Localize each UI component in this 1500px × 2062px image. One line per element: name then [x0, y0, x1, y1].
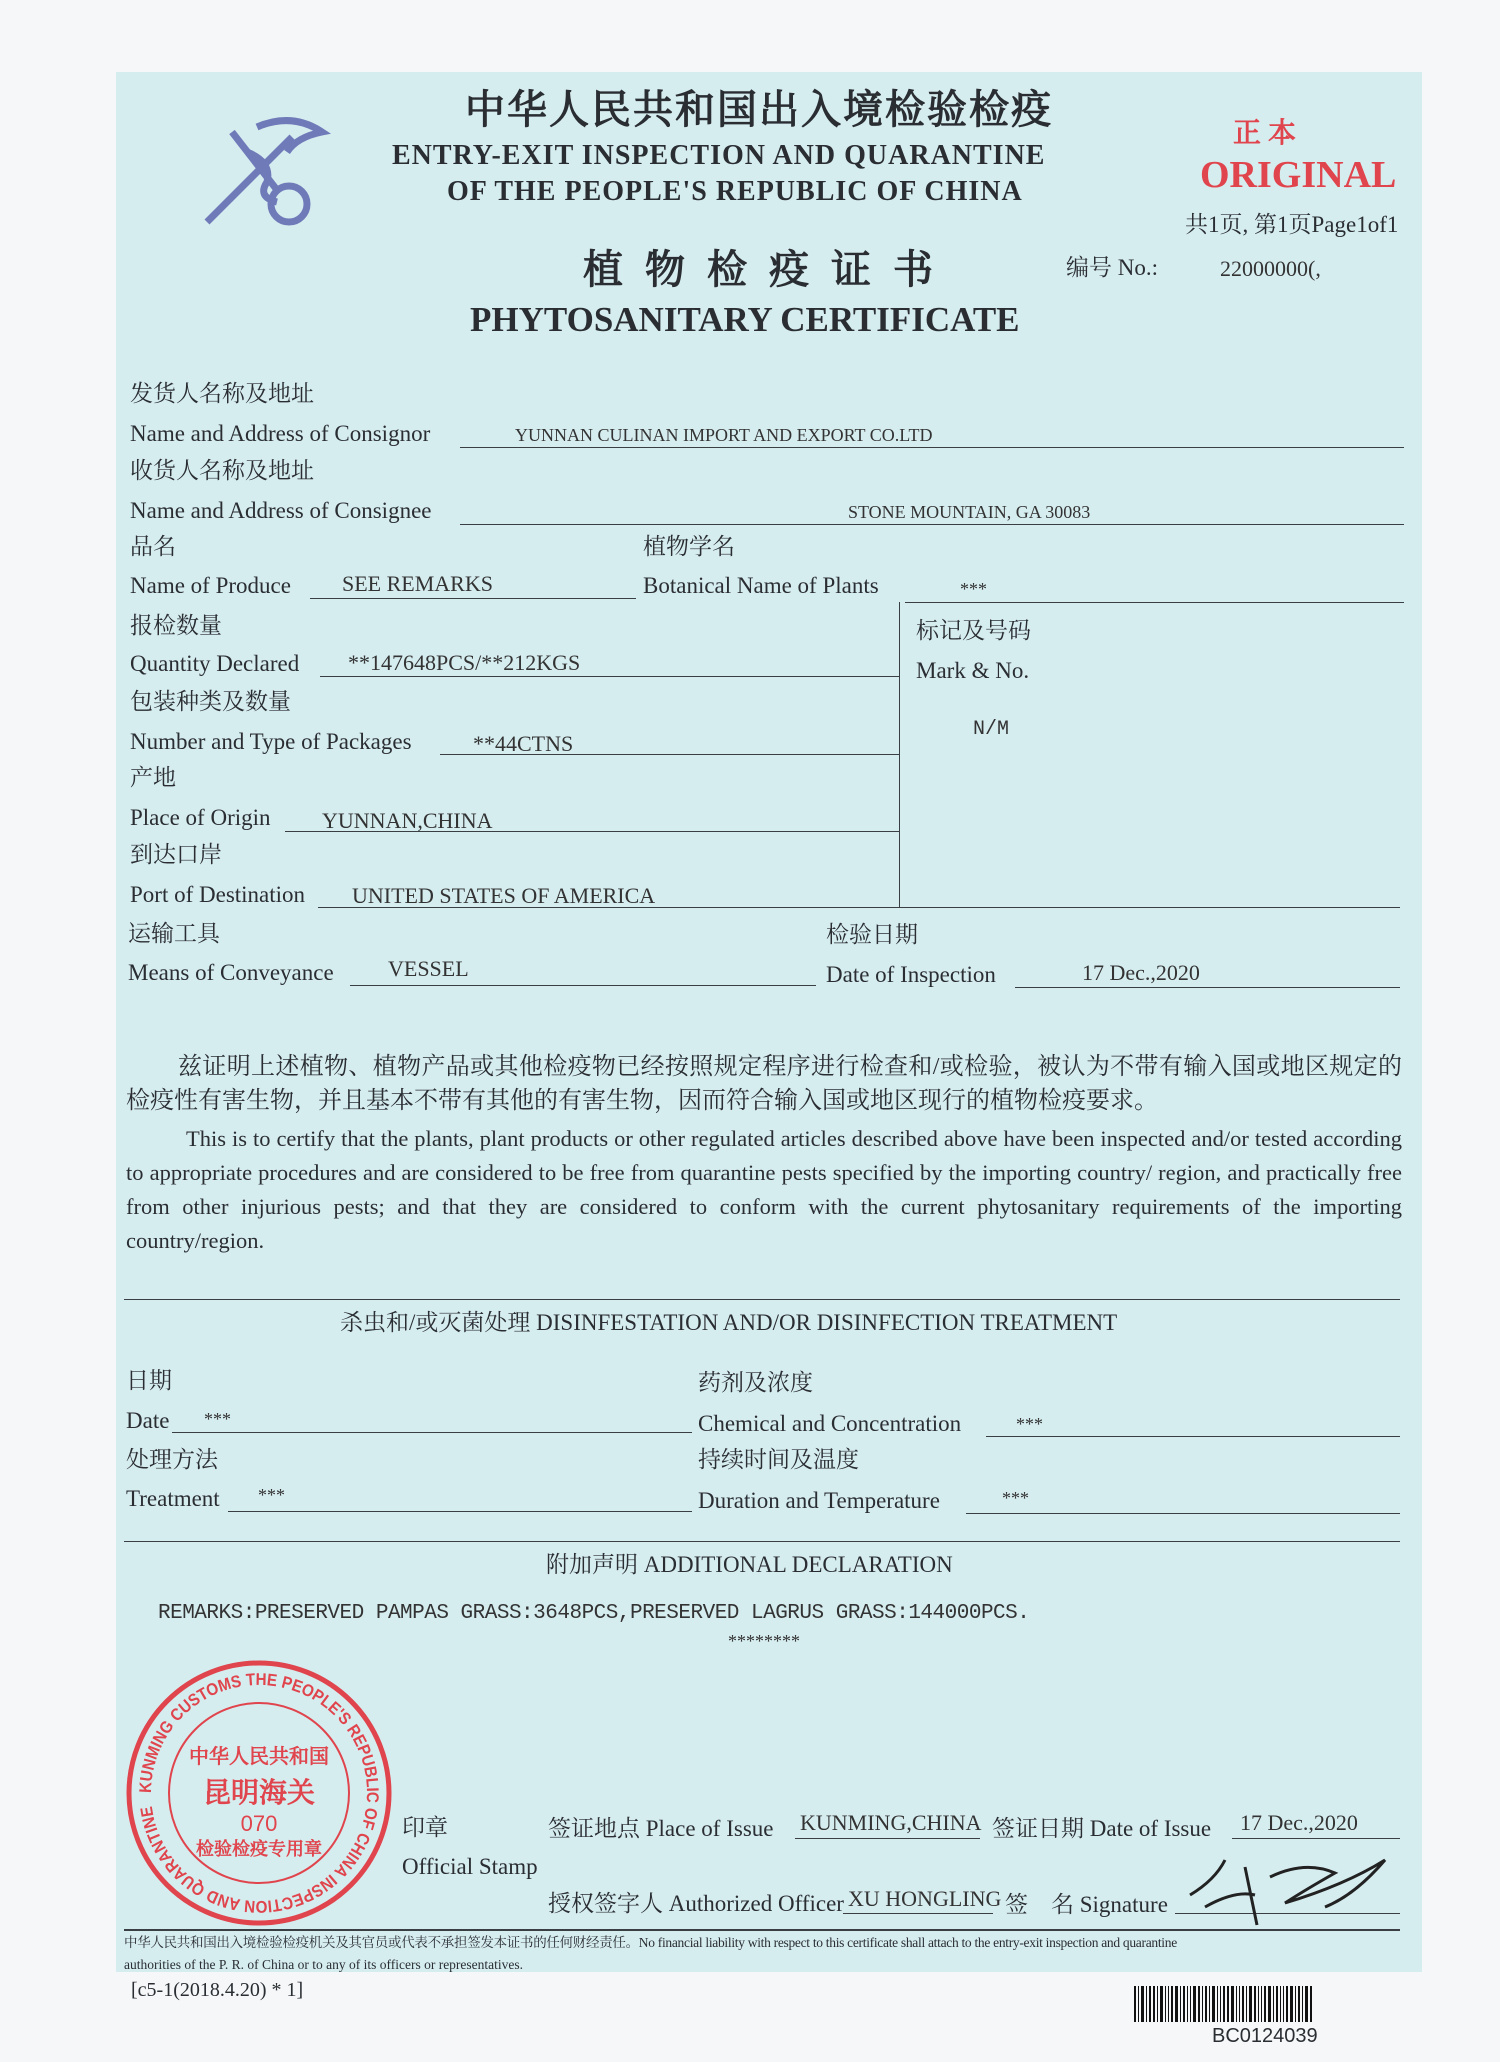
origin-value: YUNNAN,CHINA	[322, 808, 493, 833]
stamp-outer-text: KUNMING CUSTOMS THE PEOPLE'S REPUBLIC OF CHINA INSPECTION AND QUARANTINE	[135, 1669, 383, 1917]
barcode-bar	[1220, 1986, 1221, 2022]
duration-label: Duration and Temperature	[698, 1488, 940, 1513]
consignor-line	[460, 447, 1404, 448]
mark-value: N/M	[973, 718, 1010, 741]
inspection-label: Date of Inspection	[826, 962, 996, 987]
conveyance-value: VESSEL	[388, 956, 469, 981]
signature-label: 签 名 Signature	[1005, 1892, 1168, 1917]
title-en-2: OF THE PEOPLE'S REPUBLIC OF CHINA	[447, 176, 1023, 207]
barcode-bar	[1149, 1986, 1151, 2022]
consignee-value: STONE MOUNTAIN, GA 30083	[848, 502, 1091, 522]
barcode	[1134, 1986, 1399, 2022]
produce-cn: 品名	[130, 534, 176, 559]
barcode-bar	[1168, 1986, 1169, 2022]
barcode-bar	[1280, 1986, 1281, 2022]
barcode-bar	[1175, 1986, 1178, 2022]
original-cn: 正 本	[1233, 118, 1297, 149]
barcode-bar	[1273, 1986, 1274, 2022]
treatment-date-label: Date	[126, 1408, 170, 1433]
divider	[124, 1299, 1400, 1300]
origin-line	[285, 831, 899, 832]
packages-label: Number and Type of Packages	[130, 729, 412, 754]
botanical-value: ***	[960, 579, 987, 599]
disclaimer-line-2: authorities of the P. R. of China or to any of its officers or representatives.	[124, 1957, 524, 1972]
barcode-bar	[1187, 1986, 1188, 2022]
barcode-bar	[1193, 1986, 1196, 2022]
consignee-line	[460, 524, 1404, 525]
certification-cn: 兹证明上述植物、植物产品或其他检疫物已经按照规定程序进行检查和/或检验，被认为不带有输入国或地区规定的检疫性有害生物，并且基本不带有其他的有害生物，因而符合输入国或地区现行的植物检疫要求。	[126, 1054, 1402, 1114]
barcode-bar	[1138, 1986, 1139, 2022]
consignor-cn: 发货人名称及地址	[130, 381, 314, 406]
stamp-bottom-text: 检验检疫专用章	[196, 1839, 322, 1859]
barcode-bar	[1249, 1986, 1252, 2022]
stamp-code: 070	[240, 1811, 278, 1836]
stamp-label: Official Stamp	[402, 1854, 538, 1879]
produce-label: Name of Produce	[130, 573, 291, 598]
barcode-bar	[1286, 1986, 1288, 2022]
barcode-bar	[1295, 1986, 1296, 2022]
remarks-text: REMARKS:PRESERVED PAMPAS GRASS:3648PCS,PRESERVED LAGRUS GRASS:144000PCS.	[158, 1602, 1030, 1625]
cert-number-label: 编号 No.:	[1066, 255, 1158, 280]
produce-line	[310, 598, 636, 599]
quantity-value: **147648PCS/**212KGS	[348, 650, 581, 675]
barcode-bar	[1264, 1986, 1266, 2022]
treatment-method-value: ***	[258, 1485, 285, 1505]
title-en-1: ENTRY-EXIT INSPECTION AND QUARANTINE	[392, 140, 1046, 171]
quantity-label: Quantity Declared	[130, 651, 300, 676]
botanical-label: Botanical Name of Plants	[643, 573, 879, 598]
barcode-bar	[1298, 1986, 1300, 2022]
page-info: 共1页, 第1页Page1of1	[1185, 212, 1399, 237]
barcode-bar	[1223, 1986, 1225, 2022]
barcode-bar	[1261, 1986, 1262, 2022]
place-of-issue-value: KUNMING,CHINA	[800, 1810, 982, 1835]
duration-value: ***	[1002, 1488, 1029, 1508]
chemical-label: Chemical and Concentration	[698, 1411, 962, 1436]
certification-en: This is to certify that the plants, plant products or other regulated articles described above have been inspected and/or tested according to appropriate procedures and are considered to be free from quarantine pests specified by the importing country/ region, and practically free from other injurious pests; and that they are considered to conform with the current phytosanitary requirements of the importing country/region.	[126, 1126, 1402, 1253]
barcode-bar	[1290, 1986, 1293, 2022]
barcode-bar	[1153, 1986, 1155, 2022]
stamp-center-text: 昆明海关	[202, 1778, 316, 1809]
treatment-date-cn: 日期	[126, 1368, 172, 1393]
packages-line	[440, 754, 899, 755]
destination-cn: 到达口岸	[130, 842, 222, 867]
barcode-bar	[1157, 1986, 1158, 2022]
barcode-bar	[1183, 1986, 1185, 2022]
treatment-date-line	[172, 1432, 692, 1433]
barcode-bar	[1217, 1986, 1218, 2022]
ciq-emblem-logo	[197, 112, 332, 237]
cert-title-cn: 植 物 检 疫 证 书	[583, 247, 939, 292]
cert-title-en: PHYTOSANITARY CERTIFICATE	[470, 300, 1020, 339]
date-of-issue-label: 签证日期 Date of Issue	[992, 1816, 1212, 1841]
barcode-bar	[1160, 1986, 1163, 2022]
mark-cn: 标记及号码	[916, 618, 1031, 643]
barcode-bar	[1171, 1986, 1173, 2022]
barcode-bar	[1239, 1986, 1240, 2022]
inspection-value: 17 Dec.,2020	[1082, 960, 1200, 985]
barcode-bar	[1141, 1986, 1144, 2022]
treatment-date-value: ***	[204, 1409, 231, 1429]
date-of-issue-value: 17 Dec.,2020	[1240, 1810, 1358, 1835]
barcode-bar	[1134, 1986, 1136, 2022]
divider	[124, 1541, 1400, 1542]
footer-divider	[124, 1929, 1400, 1931]
packages-value: **44CTNS	[473, 731, 574, 756]
barcode-bar	[1202, 1986, 1203, 2022]
consignee-label: Name and Address of Consignee	[130, 498, 432, 523]
barcode-bar	[1283, 1986, 1284, 2022]
mark-label: Mark & No.	[916, 658, 1030, 683]
remarks-stars: ********	[728, 1631, 800, 1651]
consignee-cn: 收货人名称及地址	[130, 458, 314, 483]
packages-cn: 包装种类及数量	[130, 689, 291, 714]
barcode-bar	[1146, 1986, 1147, 2022]
barcode-bar	[1254, 1986, 1256, 2022]
consignor-label: Name and Address of Consignor	[130, 421, 431, 446]
barcode-bar	[1198, 1986, 1200, 2022]
place-line	[795, 1838, 980, 1839]
produce-value: SEE REMARKS	[342, 571, 493, 596]
title-cn: 中华人民共和国出入境检验检疫	[465, 87, 1053, 132]
chemical-value: ***	[1016, 1414, 1043, 1434]
barcode-bar	[1302, 1986, 1303, 2022]
stamp-inner-text: 中华人民共和国	[189, 1746, 329, 1768]
duration-line	[966, 1513, 1400, 1514]
form-code: [c5-1(2018.4.20) * 1]	[131, 1979, 304, 2001]
date-issue-line	[1232, 1838, 1400, 1839]
quantity-cn: 报检数量	[130, 613, 222, 638]
barcode-bar	[1242, 1986, 1244, 2022]
barcode-bar	[1212, 1986, 1215, 2022]
barcode-number: BC0124039	[1212, 2025, 1318, 2047]
treatment-method-line	[228, 1511, 692, 1512]
conveyance-line	[350, 985, 816, 986]
barcode-bar	[1310, 1986, 1312, 2022]
additional-title: 附加声明 ADDITIONAL DECLARATION	[546, 1552, 953, 1577]
barcode-bar	[1258, 1986, 1259, 2022]
barcode-bar	[1190, 1986, 1191, 2022]
original-en: ORIGINAL	[1200, 154, 1397, 196]
conveyance-label: Means of Conveyance	[128, 960, 334, 985]
inspection-cn: 检验日期	[826, 922, 918, 947]
destination-line	[318, 907, 1400, 908]
chemical-line	[986, 1436, 1400, 1437]
origin-label: Place of Origin	[130, 805, 271, 830]
handwritten-signature	[1185, 1845, 1400, 1927]
duration-cn: 持续时间及温度	[698, 1447, 859, 1472]
officer-line	[843, 1913, 993, 1914]
barcode-bar	[1227, 1986, 1229, 2022]
consignor-value: YUNNAN CULINAN IMPORT AND EXPORT CO.LTD	[515, 425, 933, 445]
conveyance-cn: 运输工具	[128, 921, 220, 946]
mark-box-divider	[899, 602, 900, 907]
barcode-bar	[1231, 1986, 1234, 2022]
destination-label: Port of Destination	[130, 882, 306, 907]
treatment-method-cn: 处理方法	[126, 1447, 218, 1472]
inspection-line	[1015, 987, 1400, 988]
destination-value: UNITED STATES OF AMERICA	[352, 883, 656, 908]
officer-label: 授权签字人 Authorized Officer	[548, 1891, 844, 1916]
botanical-line	[905, 602, 1404, 603]
barcode-bar	[1268, 1986, 1271, 2022]
official-customs-stamp	[124, 1658, 394, 1928]
disclaimer-line-1: 中华人民共和国出入境检验检疫机关及其官员或代表不承担签发本证书的任何财经责任。No financial liability with respect to this certificate shall attach to the entry-exit inspection and quarantine	[124, 1935, 1177, 1950]
cert-number-value: 22000000(,	[1220, 256, 1321, 281]
barcode-bar	[1236, 1986, 1237, 2022]
barcode-bar	[1209, 1986, 1210, 2022]
chemical-cn: 药剂及浓度	[698, 1370, 813, 1395]
barcode-bar	[1305, 1986, 1308, 2022]
barcode-bar	[1246, 1986, 1247, 2022]
barcode-bar	[1165, 1986, 1166, 2022]
stamp-cn: 印章	[402, 1815, 448, 1840]
barcode-bar	[1276, 1986, 1278, 2022]
barcode-bar	[1205, 1986, 1207, 2022]
quantity-line	[320, 676, 899, 677]
place-of-issue-label: 签证地点 Place of Issue	[548, 1816, 774, 1841]
officer-value: XU HONGLING	[848, 1886, 1002, 1911]
treatment-title: 杀虫和/或灭菌处理 DISINFESTATION AND/OR DISINFECTION TREATMENT	[340, 1310, 1118, 1335]
botanical-cn: 植物学名	[643, 534, 735, 559]
barcode-bar	[1180, 1986, 1181, 2022]
origin-cn: 产地	[130, 765, 176, 790]
treatment-method-label: Treatment	[126, 1486, 220, 1511]
